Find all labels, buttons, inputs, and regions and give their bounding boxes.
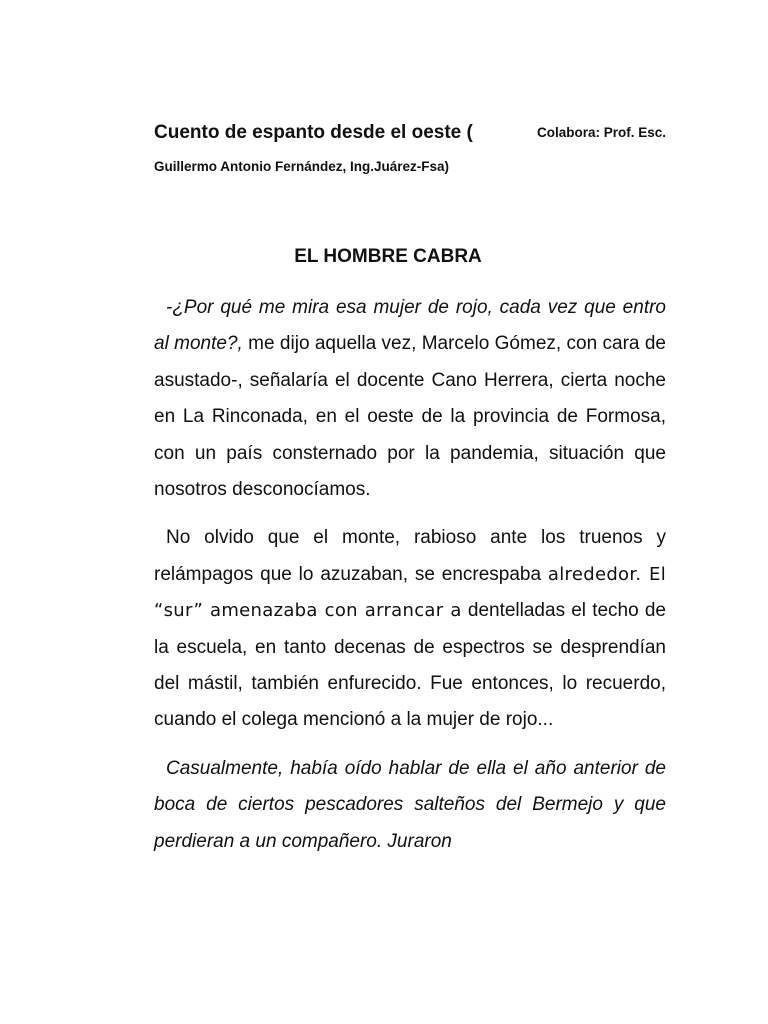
paragraph-2-text-c: dentelladas el techo de la escuela, en tanto decenas de espectros se desprendían del mástil, también enfurecido. Fue entonces, lo recuerdo, cuando el colega mencionó a la mujer de rojo...	[154, 600, 666, 731]
header-line-1	[154, 118, 666, 148]
paragraph-2-text-a: No olvido que el monte, rabioso ante los truenos y relámpagos que lo azuzaban, se encrespaba	[154, 527, 666, 585]
paragraph-1	[154, 290, 666, 508]
paragraph-2	[154, 520, 666, 738]
header-credit-start: Colabora: Prof. Esc.	[536, 125, 666, 140]
paragraph-3: Casualmente, había oído hablar de ella el año anterior de boca de ciertos pescadores salteños del Bermejo y que perdieran a un compañero. Juraron	[154, 757, 666, 852]
header-title: Cuento de espanto desde el oeste (	[154, 122, 473, 143]
header-credit-continued: Guillermo Antonio Fernández, Ing.Juárez-Fsa)	[154, 159, 450, 174]
document-content	[154, 118, 666, 860]
paragraph-1-text: me dijo aquella vez, Marcelo Gómez, con cara de asustado-, señalaría el docente Cano Herrera, cierta noche en La Rinconada, en el oeste de la provincia de Formosa, con un país consternado por la pandemia, situación que nosotros desconocíamos.	[154, 333, 666, 501]
story-title: EL HOMBRE CABRA	[294, 246, 482, 267]
paragraph-2-text-b: alrededor. El “sur” amenazaba con arrancar a	[154, 563, 667, 622]
paragraph-1-quote: -¿Por qué me mira esa mujer de rojo, cada vez que entro al monte?,	[154, 297, 666, 355]
document-header	[154, 118, 666, 182]
